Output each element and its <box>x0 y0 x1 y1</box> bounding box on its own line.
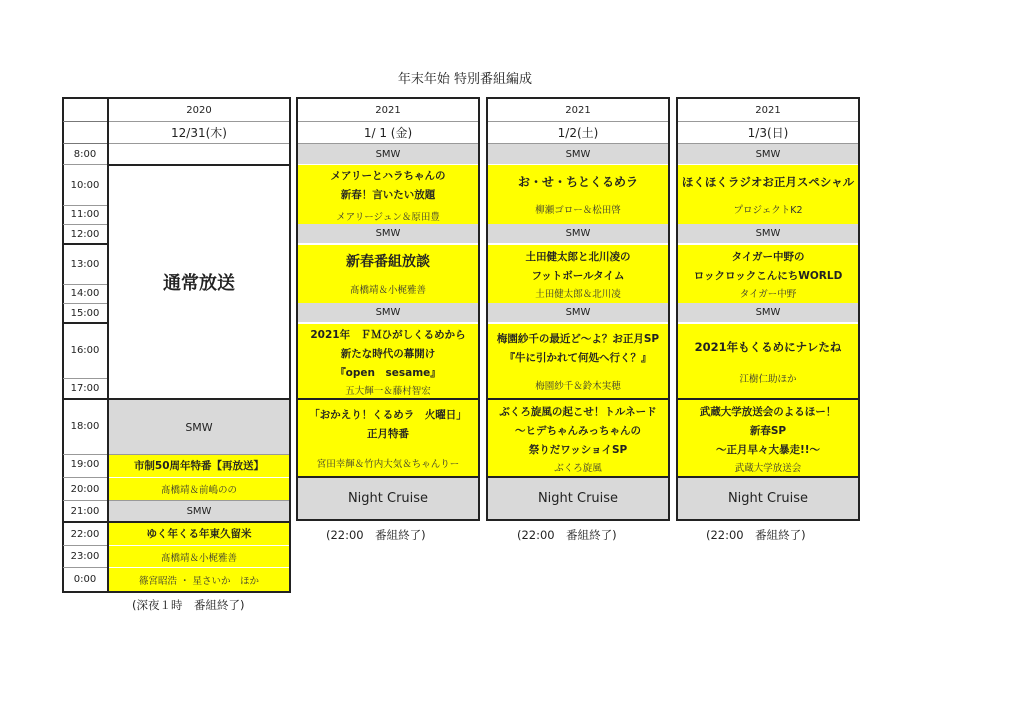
program-block <box>488 324 668 398</box>
end-note: (22:00 番組終了) <box>517 528 617 542</box>
smw-slot: SMW <box>298 303 478 322</box>
date-header: 1/3(日) <box>747 126 789 140</box>
program-credits: 篠宮昭浩 ・ 星さいか ほか <box>109 568 289 591</box>
program-block <box>298 165 478 224</box>
divider <box>62 243 107 245</box>
year-header: 2020 <box>186 104 212 116</box>
program-block <box>678 324 858 398</box>
divider <box>63 378 107 379</box>
year-header: 2021 <box>755 104 781 116</box>
program-title: 〜正月早々大暴走!!〜 <box>715 443 821 456</box>
program-credits: 五大輝一＆藤村智宏 <box>345 385 431 397</box>
program-credits: 柳瀬ゴロー＆松田啓 <box>535 205 621 216</box>
program-title: 正月特番 <box>367 428 409 440</box>
program-title: 土田健太郎と北川凌の <box>525 251 631 263</box>
smw-slot: SMW <box>109 400 289 454</box>
program-title: ロックロックこんにちWORLD <box>693 270 843 282</box>
program-credits: 梅園紗千＆鈴木実穂 <box>535 381 621 392</box>
divider <box>63 224 107 225</box>
program-title: 2021年もくるめにナレたね <box>694 339 842 354</box>
night-cruise-slot: Night Cruise <box>678 478 858 519</box>
program-block <box>488 245 668 303</box>
time-label: 20:00 <box>70 483 100 495</box>
smw-slot: SMW <box>488 224 668 243</box>
divider <box>109 143 289 144</box>
time-label: 14:00 <box>70 288 100 299</box>
program-block <box>678 400 858 476</box>
program-credits: 髙橋靖＆小梶雅善 <box>109 546 289 567</box>
program-block <box>488 400 668 476</box>
program-title: お・せ・ちとくるめラ <box>517 175 638 189</box>
program-title: 新たな時代の幕開け <box>340 347 436 360</box>
program-credits: 江樹仁助ほか <box>739 373 797 385</box>
program-title: 武蔵大学放送会のよるほー！ <box>699 405 837 418</box>
program-credits: 宮田幸輝＆竹内大気＆ちゃんりー <box>316 459 460 470</box>
regular-broadcast: 通常放送 <box>163 273 235 294</box>
program-credits: メアリージュン＆原田豊 <box>336 211 440 223</box>
time-label: 23:00 <box>70 550 100 562</box>
time-label: 19:00 <box>70 458 100 470</box>
program-block <box>298 245 478 303</box>
program-title: フットボールタイム <box>531 270 625 282</box>
time-label: 15:00 <box>70 307 100 319</box>
program-title: 市制50周年特番【再放送】 <box>109 455 289 477</box>
program-title: 『open sesame』 <box>335 366 441 379</box>
smw-slot: SMW <box>678 303 858 322</box>
time-label: 11:00 <box>70 209 100 220</box>
program-title: 「おかえり！くるめラ 火曜日」 <box>309 409 467 421</box>
time-label: 12:00 <box>70 228 100 240</box>
program-credits: ぶくろ旋風 <box>554 462 602 474</box>
program-title: 2021年 ＦＭひがしくるめから <box>310 328 466 341</box>
program-title: 祭りだワッショイSP <box>528 443 628 456</box>
program-title: 新春番組放談 <box>346 253 430 270</box>
program-credits: 髙橋靖＆小梶雅善 <box>349 284 426 296</box>
time-label: 21:00 <box>70 505 100 517</box>
page-title: 年末年始 特別番組編成 <box>397 72 533 87</box>
time-label: 17:00 <box>70 382 100 394</box>
divider <box>63 303 107 304</box>
program-block <box>298 324 478 398</box>
program-credits: 髙橋靖＆前嶋のの <box>109 478 289 500</box>
program-title: ぶくろ旋風の起こせ！トルネード <box>499 405 657 418</box>
divider <box>63 500 107 501</box>
program-credits: プロジェクトK2 <box>733 205 803 216</box>
program-credits: 土田健太郎＆北川凌 <box>535 289 621 300</box>
year-header: 2021 <box>565 104 591 116</box>
date-header: 1/ 1 (金) <box>363 126 413 140</box>
divider <box>62 322 107 324</box>
divider <box>63 454 107 455</box>
divider <box>62 398 107 400</box>
divider <box>63 545 107 546</box>
smw-slot: SMW <box>298 224 478 243</box>
divider <box>63 477 107 478</box>
program-block <box>298 400 478 476</box>
program-title: 新春！言いたい放題 <box>340 188 436 201</box>
time-label: 10:00 <box>70 179 100 191</box>
smw-slot: SMW <box>488 303 668 322</box>
program-title: ゆく年くる年東久留米 <box>109 523 289 545</box>
time-label: 18:00 <box>70 421 100 432</box>
time-label: 22:00 <box>70 528 100 540</box>
divider <box>63 121 107 122</box>
divider <box>62 521 107 523</box>
end-note: (22:00 番組終了) <box>706 528 806 542</box>
divider <box>63 284 107 285</box>
end-note: (22:00 番組終了) <box>326 528 426 542</box>
year-header: 2021 <box>375 104 401 116</box>
night-cruise-slot: Night Cruise <box>488 478 668 519</box>
time-label: 13:00 <box>70 258 100 270</box>
end-note: (深夜１時 番組終了) <box>132 598 245 612</box>
program-credits: タイガー中野 <box>739 289 797 300</box>
time-label: 0:00 <box>73 573 97 585</box>
smw-slot: SMW <box>109 501 289 521</box>
date-header: 1/2(土) <box>557 126 599 140</box>
divider <box>63 567 107 568</box>
program-block <box>678 165 858 224</box>
night-cruise-slot: Night Cruise <box>298 478 478 519</box>
program-block <box>488 165 668 224</box>
smw-slot: SMW <box>488 144 668 164</box>
date-header: 12/31(木) <box>171 126 227 140</box>
time-label: 16:00 <box>70 345 100 356</box>
program-title: 梅園紗千の最近ど〜よ？お正月SP <box>496 333 660 345</box>
program-block <box>678 245 858 303</box>
smw-slot: SMW <box>678 144 858 164</box>
program-title: 『牛に引かれて何処へ行く？』 <box>504 352 652 364</box>
program-title: メアリーとハラちゃんの <box>330 169 446 182</box>
smw-slot: SMW <box>298 144 478 164</box>
divider <box>63 164 107 165</box>
program-title: ほくほくラジオお正月スペシャル <box>681 175 855 189</box>
program-credits: 武蔵大学放送会 <box>734 462 802 474</box>
program-title: タイガー中野の <box>731 251 805 263</box>
divider <box>63 205 107 206</box>
smw-slot: SMW <box>678 224 858 243</box>
program-title: 〜ヒデちゃんみっちゃんの <box>515 424 641 437</box>
program-title: 新春SP <box>749 424 787 437</box>
time-label: 8:00 <box>73 148 97 160</box>
